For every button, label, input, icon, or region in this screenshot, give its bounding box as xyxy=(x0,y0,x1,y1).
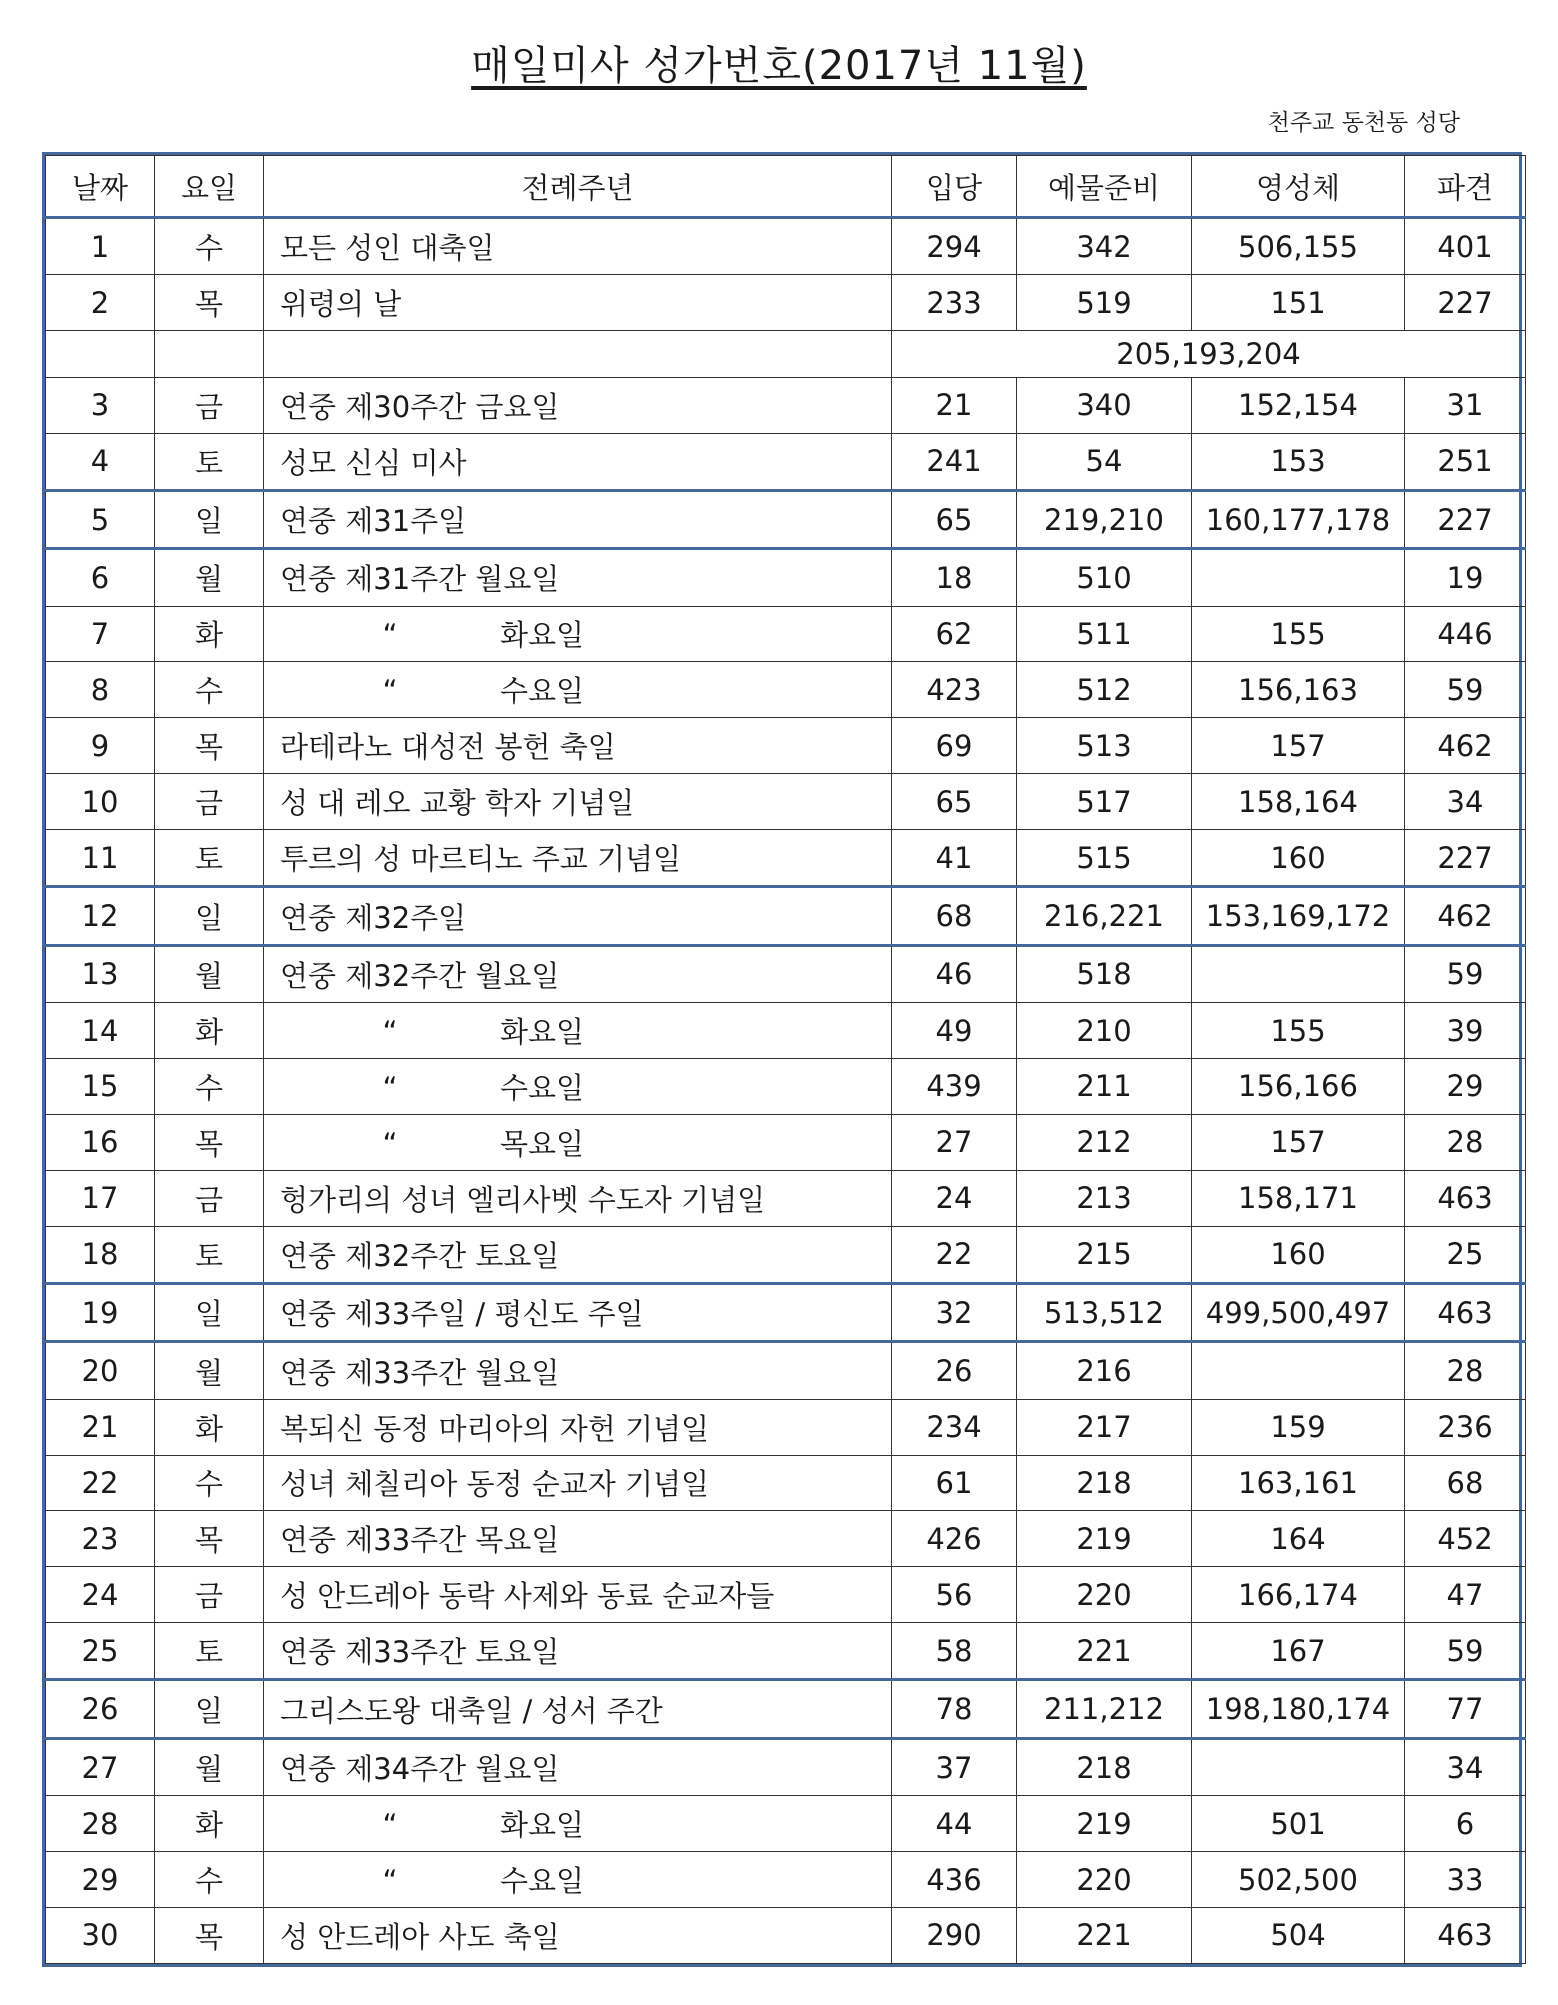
communion-cell: 158,171 xyxy=(1192,1170,1405,1226)
dismissal-cell: 227 xyxy=(1405,275,1526,331)
table-row xyxy=(46,490,1526,549)
offertory-cell: 517 xyxy=(1017,774,1192,830)
entrance-cell: 27 xyxy=(892,1114,1017,1170)
dismissal-cell: 34 xyxy=(1405,1738,1526,1795)
liturgy-cell: 성 안드레아 사도 축일 xyxy=(264,1907,892,1963)
entrance-cell: 65 xyxy=(892,774,1017,830)
table-row xyxy=(46,1399,1526,1455)
date-cell: 26 xyxy=(46,1680,155,1739)
offertory-cell: 219 xyxy=(1017,1511,1192,1567)
communion-cell: 164 xyxy=(1192,1511,1405,1567)
dismissal-cell: 59 xyxy=(1405,662,1526,718)
day-cell: 일 xyxy=(155,1680,264,1739)
header-offertory: 예물준비 xyxy=(1017,156,1192,218)
entrance-cell: 21 xyxy=(892,377,1017,433)
table-row xyxy=(46,1058,1526,1114)
table-row xyxy=(46,830,1526,887)
date-cell: 17 xyxy=(46,1170,155,1226)
communion-cell xyxy=(1192,549,1405,606)
liturgy-cell: 성녀 체칠리아 동정 순교자 기념일 xyxy=(264,1455,892,1511)
date-cell: 29 xyxy=(46,1852,155,1908)
day-cell: 월 xyxy=(155,1342,264,1399)
dismissal-cell: 47 xyxy=(1405,1567,1526,1623)
entrance-cell: 61 xyxy=(892,1455,1017,1511)
entrance-cell: 24 xyxy=(892,1170,1017,1226)
day-cell: 수 xyxy=(155,1058,264,1114)
ditto-mark: “ xyxy=(382,1864,398,1899)
table-row xyxy=(46,1907,1526,1963)
table-row xyxy=(46,1680,1526,1739)
communion-cell xyxy=(1192,945,1405,1002)
liturgy-cell xyxy=(264,1852,892,1908)
table-row xyxy=(46,275,1526,331)
communion-cell: 156,163 xyxy=(1192,662,1405,718)
date-cell: 16 xyxy=(46,1114,155,1170)
date-cell: 12 xyxy=(46,887,155,946)
communion-cell: 151 xyxy=(1192,275,1405,331)
offertory-cell: 220 xyxy=(1017,1852,1192,1908)
entrance-cell: 294 xyxy=(892,218,1017,275)
offertory-cell: 221 xyxy=(1017,1623,1192,1680)
liturgy-cell: 연중 제33주간 월요일 xyxy=(264,1342,892,1399)
dismissal-cell: 77 xyxy=(1405,1680,1526,1739)
date-cell: 27 xyxy=(46,1738,155,1795)
header-day: 요일 xyxy=(155,156,264,218)
table-row xyxy=(46,1567,1526,1623)
dismissal-cell: 34 xyxy=(1405,774,1526,830)
date-cell: 11 xyxy=(46,830,155,887)
table-row xyxy=(46,718,1526,774)
communion-cell: 152,154 xyxy=(1192,377,1405,433)
communion-cell: 160,177,178 xyxy=(1192,490,1405,549)
liturgy-cell: 그리스도왕 대축일 / 성서 주간 xyxy=(264,1680,892,1739)
entrance-cell: 62 xyxy=(892,606,1017,662)
dismissal-cell: 28 xyxy=(1405,1342,1526,1399)
date-cell: 15 xyxy=(46,1058,155,1114)
dismissal-cell: 463 xyxy=(1405,1283,1526,1342)
day-cell: 토 xyxy=(155,1623,264,1680)
liturgy-cell: 연중 제30주간 금요일 xyxy=(264,377,892,433)
communion-cell xyxy=(1192,1738,1405,1795)
entrance-cell: 26 xyxy=(892,1342,1017,1399)
table-row xyxy=(46,1003,1526,1059)
day-cell: 화 xyxy=(155,1796,264,1852)
offertory-cell: 54 xyxy=(1017,433,1192,490)
table-row xyxy=(46,1852,1526,1908)
liturgy-cell: 연중 제33주간 토요일 xyxy=(264,1623,892,1680)
date-cell: 21 xyxy=(46,1399,155,1455)
day-cell: 화 xyxy=(155,1399,264,1455)
liturgy-cell: 연중 제34주간 월요일 xyxy=(264,1738,892,1795)
offertory-cell: 210 xyxy=(1017,1003,1192,1059)
liturgy-cell xyxy=(264,606,892,662)
entrance-cell: 58 xyxy=(892,1623,1017,1680)
table-row xyxy=(46,1226,1526,1283)
dismissal-cell: 463 xyxy=(1405,1907,1526,1963)
offertory-cell: 212 xyxy=(1017,1114,1192,1170)
dismissal-cell: 227 xyxy=(1405,490,1526,549)
communion-cell: 502,500 xyxy=(1192,1852,1405,1908)
ditto-mark: “ xyxy=(382,1015,398,1050)
table-row xyxy=(46,1170,1526,1226)
entrance-cell: 56 xyxy=(892,1567,1017,1623)
offertory-cell: 340 xyxy=(1017,377,1192,433)
dismissal-cell: 6 xyxy=(1405,1796,1526,1852)
offertory-cell: 515 xyxy=(1017,830,1192,887)
liturgy-cell: 헝가리의 성녀 엘리사벳 수도자 기념일 xyxy=(264,1170,892,1226)
dismissal-cell: 33 xyxy=(1405,1852,1526,1908)
liturgy-cell: 투르의 성 마르티노 주교 기념일 xyxy=(264,830,892,887)
day-cell: 목 xyxy=(155,718,264,774)
merged-hymn-cell: 205,193,204 xyxy=(892,331,1526,378)
communion-cell: 153,169,172 xyxy=(1192,887,1405,946)
liturgy-cell xyxy=(264,1003,892,1059)
date-cell: 13 xyxy=(46,945,155,1002)
liturgy-cell: 라테라노 대성전 봉헌 축일 xyxy=(264,718,892,774)
communion-cell: 159 xyxy=(1192,1399,1405,1455)
entrance-cell: 37 xyxy=(892,1738,1017,1795)
dismissal-cell: 462 xyxy=(1405,887,1526,946)
communion-cell: 158,164 xyxy=(1192,774,1405,830)
entrance-cell: 234 xyxy=(892,1399,1017,1455)
dismissal-cell: 463 xyxy=(1405,1170,1526,1226)
table-row xyxy=(46,1738,1526,1795)
dismissal-cell: 227 xyxy=(1405,830,1526,887)
ditto-mark: “ xyxy=(382,1070,398,1105)
table-row xyxy=(46,1511,1526,1567)
dismissal-cell: 28 xyxy=(1405,1114,1526,1170)
liturgy-cell: 성 대 레오 교황 학자 기념일 xyxy=(264,774,892,830)
liturgy-cell: 연중 제33주간 목요일 xyxy=(264,1511,892,1567)
entrance-cell: 18 xyxy=(892,549,1017,606)
entrance-cell: 439 xyxy=(892,1058,1017,1114)
dismissal-cell: 446 xyxy=(1405,606,1526,662)
dismissal-cell: 39 xyxy=(1405,1003,1526,1059)
ditto-mark: “ xyxy=(382,618,398,653)
communion-cell: 155 xyxy=(1192,606,1405,662)
day-cell: 월 xyxy=(155,549,264,606)
offertory-cell: 511 xyxy=(1017,606,1192,662)
dismissal-cell: 59 xyxy=(1405,1623,1526,1680)
date-cell: 8 xyxy=(46,662,155,718)
offertory-cell: 513 xyxy=(1017,718,1192,774)
communion-cell: 160 xyxy=(1192,1226,1405,1283)
entrance-cell: 46 xyxy=(892,945,1017,1002)
day-cell: 월 xyxy=(155,1738,264,1795)
liturgy-cell xyxy=(264,1796,892,1852)
dismissal-cell: 59 xyxy=(1405,945,1526,1002)
offertory-cell: 512 xyxy=(1017,662,1192,718)
communion-cell: 198,180,174 xyxy=(1192,1680,1405,1739)
offertory-cell: 510 xyxy=(1017,549,1192,606)
date-cell: 3 xyxy=(46,377,155,433)
date-cell: 20 xyxy=(46,1342,155,1399)
page-title: 매일미사 성가번호(2017년 11월) xyxy=(471,43,1087,89)
table-row xyxy=(46,331,1526,378)
day-cell: 금 xyxy=(155,1567,264,1623)
date-cell: 25 xyxy=(46,1623,155,1680)
communion-cell: 156,166 xyxy=(1192,1058,1405,1114)
communion-cell: 153 xyxy=(1192,433,1405,490)
header-communion: 영성체 xyxy=(1192,156,1405,218)
date-cell: 9 xyxy=(46,718,155,774)
entrance-cell: 290 xyxy=(892,1907,1017,1963)
day-cell: 목 xyxy=(155,1511,264,1567)
table-row xyxy=(46,1455,1526,1511)
communion-cell xyxy=(1192,1342,1405,1399)
header-dismissal: 파견 xyxy=(1405,156,1526,218)
liturgy-label: 화요일 xyxy=(500,618,585,653)
date-cell: 24 xyxy=(46,1567,155,1623)
offertory-cell: 218 xyxy=(1017,1455,1192,1511)
day-cell: 금 xyxy=(155,774,264,830)
entrance-cell: 426 xyxy=(892,1511,1017,1567)
dismissal-cell: 401 xyxy=(1405,218,1526,275)
entrance-cell: 423 xyxy=(892,662,1017,718)
table-row xyxy=(46,377,1526,433)
table-row xyxy=(46,1283,1526,1342)
offertory-cell: 342 xyxy=(1017,218,1192,275)
header-entrance: 입당 xyxy=(892,156,1017,218)
date-cell xyxy=(46,331,155,378)
ditto-mark: “ xyxy=(382,1808,398,1843)
communion-cell: 157 xyxy=(1192,718,1405,774)
date-cell: 28 xyxy=(46,1796,155,1852)
communion-cell: 163,161 xyxy=(1192,1455,1405,1511)
liturgy-cell: 성모 신심 미사 xyxy=(264,433,892,490)
date-cell: 2 xyxy=(46,275,155,331)
table-row xyxy=(46,218,1526,275)
liturgy-label: 수요일 xyxy=(500,1864,585,1899)
parish-name: 천주교 동천동 성당 xyxy=(1267,110,1460,136)
date-cell: 7 xyxy=(46,606,155,662)
offertory-cell: 219 xyxy=(1017,1796,1192,1852)
liturgy-cell: 연중 제32주간 토요일 xyxy=(264,1226,892,1283)
liturgy-label: 화요일 xyxy=(500,1808,585,1843)
dismissal-cell: 19 xyxy=(1405,549,1526,606)
date-cell: 22 xyxy=(46,1455,155,1511)
table-row xyxy=(46,606,1526,662)
communion-cell: 167 xyxy=(1192,1623,1405,1680)
day-cell: 목 xyxy=(155,275,264,331)
dismissal-cell: 236 xyxy=(1405,1399,1526,1455)
communion-cell: 504 xyxy=(1192,1907,1405,1963)
communion-cell: 160 xyxy=(1192,830,1405,887)
day-cell: 월 xyxy=(155,945,264,1002)
communion-cell: 166,174 xyxy=(1192,1567,1405,1623)
ditto-mark: “ xyxy=(382,1126,398,1161)
entrance-cell: 436 xyxy=(892,1852,1017,1908)
dismissal-cell: 462 xyxy=(1405,718,1526,774)
table-row xyxy=(46,1114,1526,1170)
liturgy-cell: 성 안드레아 동락 사제와 동료 순교자들 xyxy=(264,1567,892,1623)
date-cell: 23 xyxy=(46,1511,155,1567)
date-cell: 6 xyxy=(46,549,155,606)
entrance-cell: 68 xyxy=(892,887,1017,946)
header-liturgy: 전례주년 xyxy=(264,156,892,218)
entrance-cell: 49 xyxy=(892,1003,1017,1059)
day-cell: 토 xyxy=(155,1226,264,1283)
day-cell: 토 xyxy=(155,830,264,887)
hymn-schedule-sheet xyxy=(42,152,1522,1967)
dismissal-cell: 452 xyxy=(1405,1511,1526,1567)
offertory-cell: 211 xyxy=(1017,1058,1192,1114)
liturgy-cell: 연중 제31주일 xyxy=(264,490,892,549)
liturgy-label: 화요일 xyxy=(500,1015,585,1050)
ditto-mark: “ xyxy=(382,674,398,709)
offertory-cell: 219,210 xyxy=(1017,490,1192,549)
dismissal-cell: 68 xyxy=(1405,1455,1526,1511)
date-cell: 4 xyxy=(46,433,155,490)
date-cell: 18 xyxy=(46,1226,155,1283)
liturgy-label: 수요일 xyxy=(500,674,585,709)
table-row xyxy=(46,1623,1526,1680)
entrance-cell: 65 xyxy=(892,490,1017,549)
entrance-cell: 32 xyxy=(892,1283,1017,1342)
day-cell: 일 xyxy=(155,1283,264,1342)
liturgy-cell: 연중 제32주일 xyxy=(264,887,892,946)
communion-cell: 501 xyxy=(1192,1796,1405,1852)
offertory-cell: 513,512 xyxy=(1017,1283,1192,1342)
dismissal-cell: 25 xyxy=(1405,1226,1526,1283)
day-cell: 수 xyxy=(155,1455,264,1511)
offertory-cell: 211,212 xyxy=(1017,1680,1192,1739)
communion-cell: 155 xyxy=(1192,1003,1405,1059)
day-cell: 수 xyxy=(155,662,264,718)
dismissal-cell: 31 xyxy=(1405,377,1526,433)
entrance-cell: 69 xyxy=(892,718,1017,774)
date-cell: 19 xyxy=(46,1283,155,1342)
day-cell: 일 xyxy=(155,887,264,946)
entrance-cell: 78 xyxy=(892,1680,1017,1739)
day-cell: 토 xyxy=(155,433,264,490)
day-cell: 목 xyxy=(155,1907,264,1963)
date-cell: 30 xyxy=(46,1907,155,1963)
liturgy-cell xyxy=(264,1058,892,1114)
table-row xyxy=(46,774,1526,830)
date-cell: 5 xyxy=(46,490,155,549)
table-row xyxy=(46,662,1526,718)
offertory-cell: 518 xyxy=(1017,945,1192,1002)
dismissal-cell: 29 xyxy=(1405,1058,1526,1114)
offertory-cell: 221 xyxy=(1017,1907,1192,1963)
date-cell: 1 xyxy=(46,218,155,275)
liturgy-cell xyxy=(264,662,892,718)
table-body xyxy=(46,218,1526,1964)
offertory-cell: 217 xyxy=(1017,1399,1192,1455)
offertory-cell: 220 xyxy=(1017,1567,1192,1623)
liturgy-label: 목요일 xyxy=(500,1126,585,1161)
table-row xyxy=(46,1342,1526,1399)
liturgy-cell xyxy=(264,331,892,378)
table-row xyxy=(46,945,1526,1002)
table-row xyxy=(46,433,1526,490)
offertory-cell: 218 xyxy=(1017,1738,1192,1795)
day-cell: 화 xyxy=(155,1003,264,1059)
entrance-cell: 44 xyxy=(892,1796,1017,1852)
date-cell: 14 xyxy=(46,1003,155,1059)
liturgy-cell: 연중 제32주간 월요일 xyxy=(264,945,892,1002)
day-cell: 수 xyxy=(155,218,264,275)
liturgy-cell: 연중 제33주일 / 평신도 주일 xyxy=(264,1283,892,1342)
day-cell: 금 xyxy=(155,1170,264,1226)
day-cell: 화 xyxy=(155,606,264,662)
communion-cell: 499,500,497 xyxy=(1192,1283,1405,1342)
liturgy-cell: 복되신 동정 마리아의 자헌 기념일 xyxy=(264,1399,892,1455)
day-cell: 목 xyxy=(155,1114,264,1170)
header-date: 날짜 xyxy=(46,156,155,218)
table-row xyxy=(46,549,1526,606)
table-row xyxy=(46,1796,1526,1852)
dismissal-cell: 251 xyxy=(1405,433,1526,490)
liturgy-cell: 위령의 날 xyxy=(264,275,892,331)
offertory-cell: 213 xyxy=(1017,1170,1192,1226)
communion-cell: 506,155 xyxy=(1192,218,1405,275)
offertory-cell: 215 xyxy=(1017,1226,1192,1283)
day-cell xyxy=(155,331,264,378)
offertory-cell: 216 xyxy=(1017,1342,1192,1399)
liturgy-cell: 연중 제31주간 월요일 xyxy=(264,549,892,606)
header-row xyxy=(46,156,1526,218)
table-row xyxy=(46,887,1526,946)
liturgy-cell: 모든 성인 대축일 xyxy=(264,218,892,275)
day-cell: 일 xyxy=(155,490,264,549)
entrance-cell: 41 xyxy=(892,830,1017,887)
day-cell: 금 xyxy=(155,377,264,433)
entrance-cell: 22 xyxy=(892,1226,1017,1283)
entrance-cell: 233 xyxy=(892,275,1017,331)
date-cell: 10 xyxy=(46,774,155,830)
liturgy-label: 수요일 xyxy=(500,1070,585,1105)
entrance-cell: 241 xyxy=(892,433,1017,490)
communion-cell: 157 xyxy=(1192,1114,1405,1170)
liturgy-cell xyxy=(264,1114,892,1170)
day-cell: 수 xyxy=(155,1852,264,1908)
offertory-cell: 216,221 xyxy=(1017,887,1192,946)
hymn-table xyxy=(45,155,1526,1964)
offertory-cell: 519 xyxy=(1017,275,1192,331)
